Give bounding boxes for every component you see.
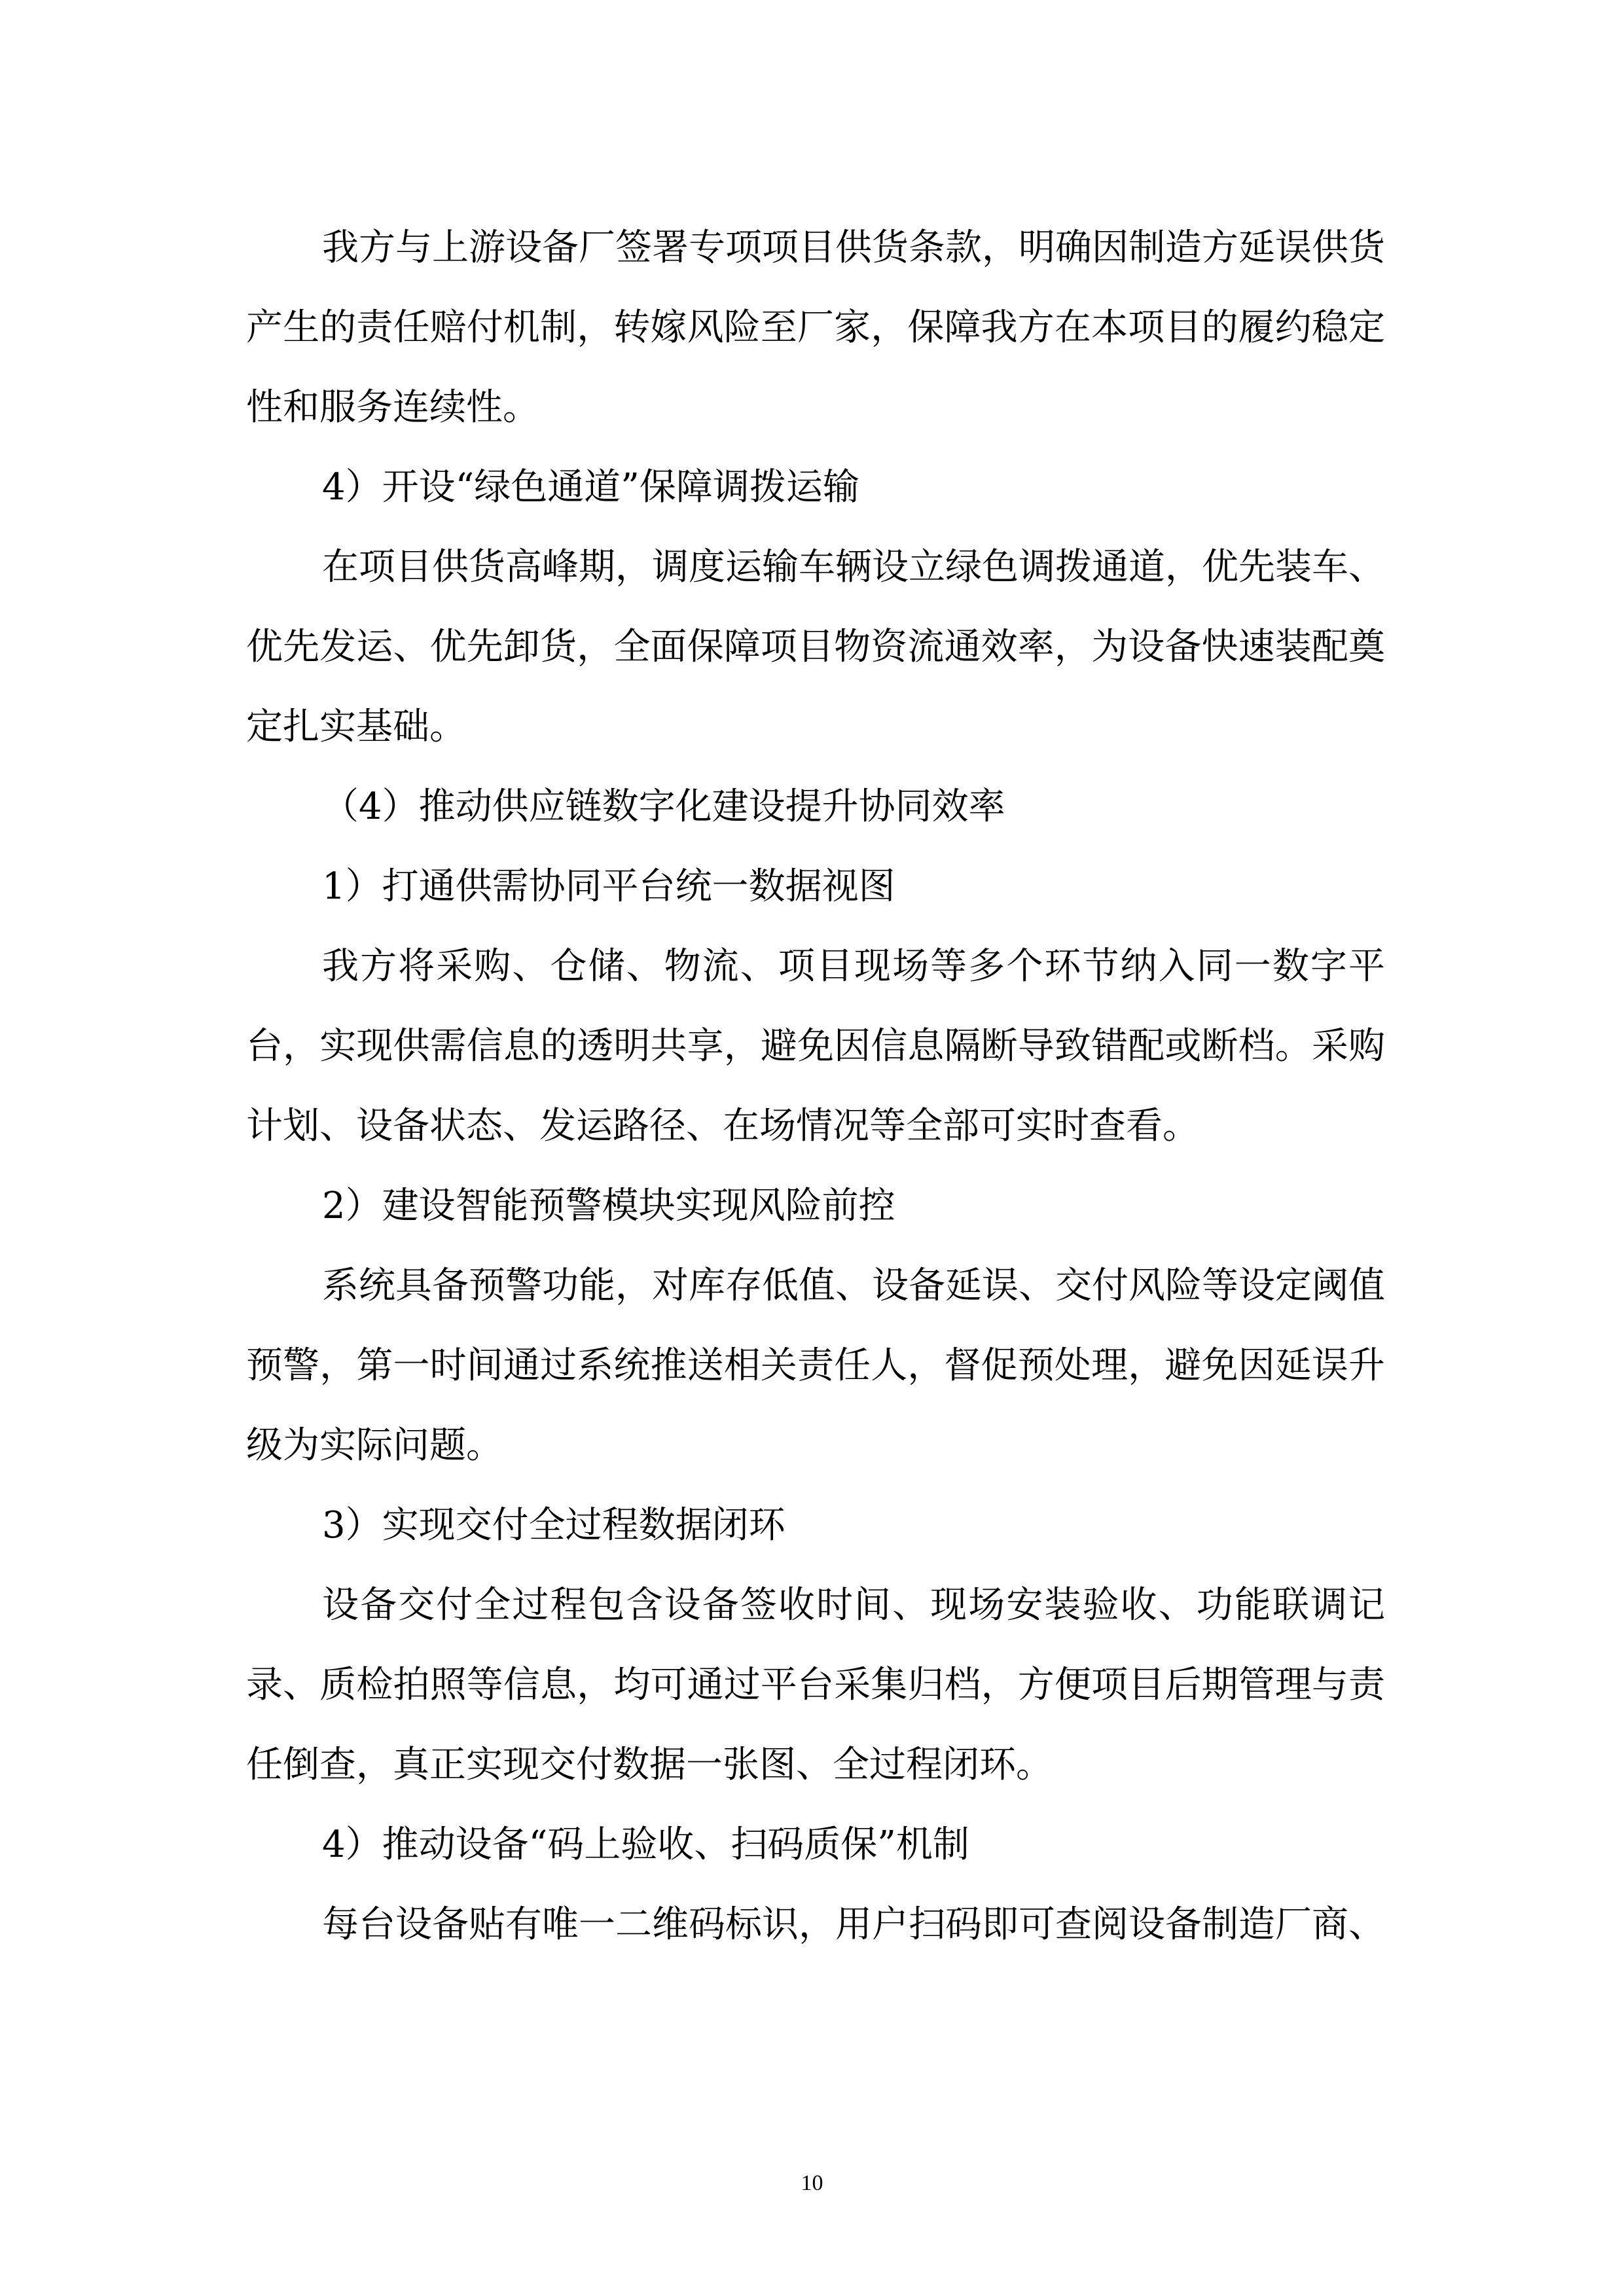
document-body bbox=[246, 208, 1385, 1965]
paragraph-unified-data-view: 我方将采购、仓储、物流、项目现场等多个环节纳入同一数字平台，实现供需信息的透明共享，避免因信息隔断导致错配或断档。采购计划、设备状态、发运路径、在场情况等全部可实时查看。 bbox=[246, 945, 1385, 1147]
heading-qr-acceptance: 4）推动设备“码上验收、扫码质保”机制 bbox=[322, 1823, 969, 1866]
heading-green-channel: 4）开设“绿色通道”保障调拨运输 bbox=[322, 466, 859, 509]
paragraph-green-channel: 在项目供货高峰期，调度运输车辆设立绿色调拨通道，优先装车、优先发运、优先卸货，全面保障项目物资流通效率，为设备快速装配奠定扎实基础。 bbox=[246, 546, 1385, 748]
paragraph-data-closed-loop: 设备交付全过程包含设备签收时间、现场安装验收、功能联调记录、质检拍照等信息，均可通过平台采集归档，方便项目后期管理与责任倒查，真正实现交付数据一张图、全过程闭环。 bbox=[246, 1584, 1385, 1786]
heading-smart-warning: 2）建设智能预警模块实现风险前控 bbox=[322, 1185, 895, 1227]
heading-supply-chain-digital: （4）推动供应链数字化建设提升协同效率 bbox=[322, 785, 1005, 828]
heading-data-closed-loop: 3）实现交付全过程数据闭环 bbox=[322, 1504, 785, 1547]
heading-unified-data-view: 1）打通供需协同平台统一数据视图 bbox=[322, 865, 895, 908]
paragraph-supplier-terms: 我方与上游设备厂签署专项项目供货条款，明确因制造方延误供货产生的责任赔付机制，转嫁风险至厂家，保障我方在本项目的履约稳定性和服务连续性。 bbox=[246, 226, 1385, 429]
paragraph-qr-acceptance: 每台设备贴有唯一二维码标识，用户扫码即可查阅设备制造厂商、 bbox=[322, 1903, 1385, 1946]
page-number: 10 bbox=[801, 2171, 823, 2195]
paragraph-smart-warning: 系统具备预警功能，对库存低值、设备延误、交付风险等设定阈值预警，第一时间通过系统推送相关责任人，督促预处理，避免因延误升级为实际问题。 bbox=[246, 1265, 1385, 1467]
